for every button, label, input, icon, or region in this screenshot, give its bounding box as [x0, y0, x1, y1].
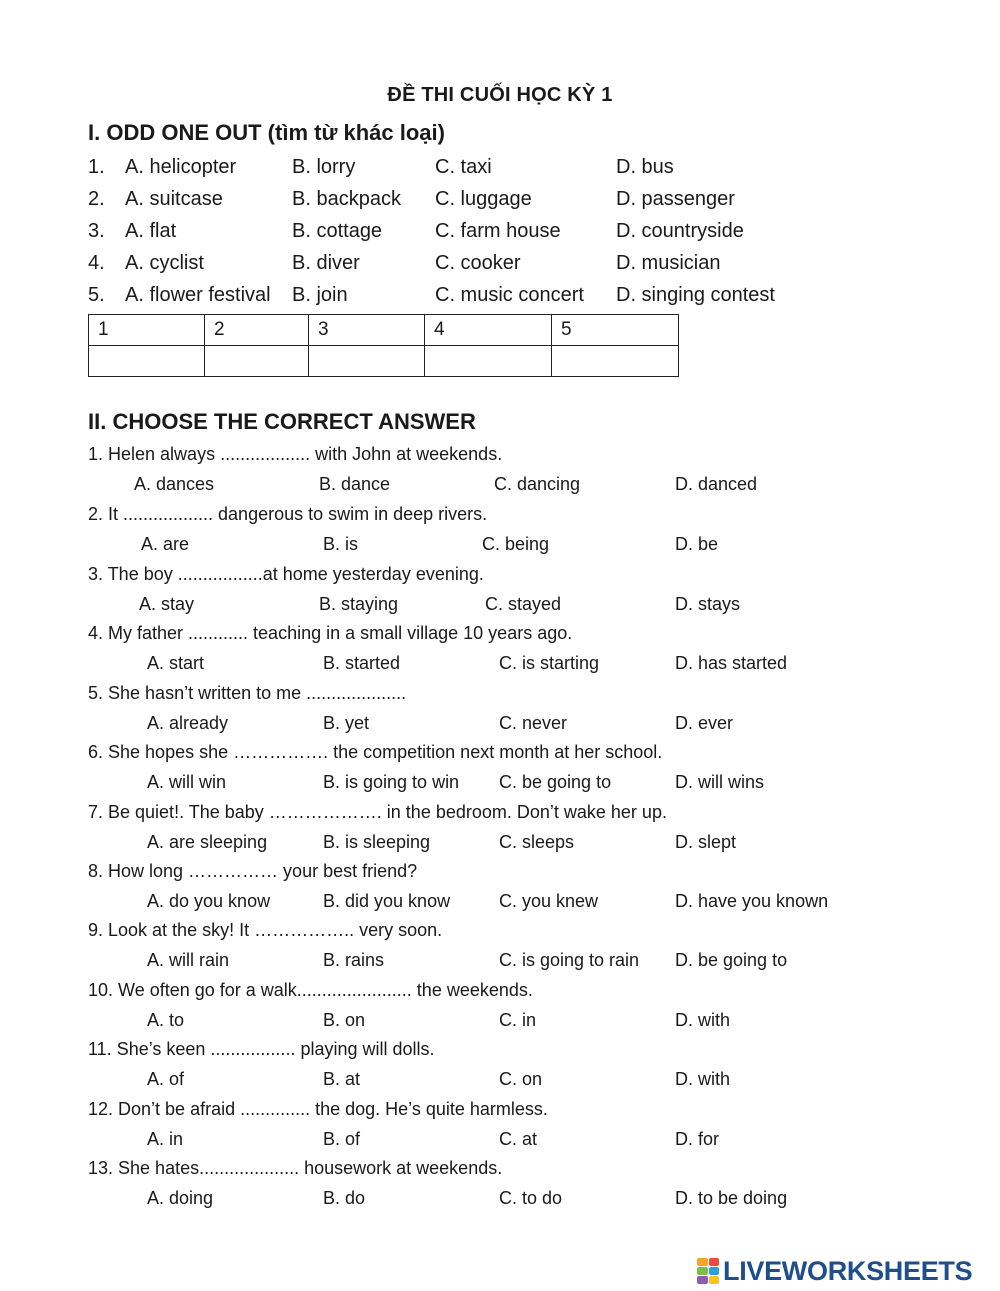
- option-a[interactable]: A. stay: [139, 594, 195, 614]
- answer-grid-input-row: [89, 346, 679, 377]
- option-c: C. farm house: [435, 220, 561, 242]
- option-d[interactable]: D. to be doing: [675, 1188, 788, 1208]
- answer-options: [0, 653, 1000, 679]
- option-b[interactable]: B. do: [323, 1188, 366, 1208]
- option-b[interactable]: B. on: [323, 1010, 366, 1030]
- option-b[interactable]: B. yet: [323, 713, 370, 733]
- question-text: 13. She hates.................... housework at weekends.: [88, 1158, 503, 1178]
- section-2-heading: II. CHOOSE THE CORRECT ANSWER: [88, 409, 476, 434]
- option-d[interactable]: D. with: [675, 1010, 731, 1030]
- answer-options: [0, 474, 1000, 500]
- option-c: C. music concert: [435, 284, 584, 306]
- row-number: 4.: [88, 252, 105, 274]
- option-a: A. helicopter: [125, 156, 237, 178]
- grid-header-cell: 1: [89, 315, 205, 346]
- option-d[interactable]: D. have you known: [675, 891, 829, 911]
- answer-grid-header-row: [89, 315, 679, 346]
- answer-options: [0, 1010, 1000, 1036]
- option-a: A. suitcase: [125, 188, 223, 210]
- grid-header-cell: 5: [552, 315, 679, 346]
- option-b[interactable]: B. at: [323, 1069, 361, 1089]
- option-a: A. flower festival: [125, 284, 271, 306]
- option-a[interactable]: A. will win: [147, 772, 227, 792]
- option-b[interactable]: B. staying: [319, 594, 399, 614]
- option-a: A. flat: [125, 220, 177, 242]
- liveworksheets-logo: [697, 1256, 972, 1286]
- section-1-heading: I. ODD ONE OUT (tìm từ khác loại): [88, 120, 445, 145]
- option-c: C. taxi: [435, 156, 492, 178]
- option-b[interactable]: B. is sleeping: [323, 832, 431, 852]
- option-b: B. cottage: [292, 220, 383, 242]
- option-c[interactable]: C. stayed: [485, 594, 562, 614]
- answer-cell[interactable]: [205, 346, 309, 377]
- answer-options: [0, 891, 1000, 917]
- option-c: C. luggage: [435, 188, 532, 210]
- option-a[interactable]: A. to: [147, 1010, 185, 1030]
- answer-cell[interactable]: [89, 346, 205, 377]
- option-b: B. backpack: [292, 188, 401, 210]
- answer-cell[interactable]: [552, 346, 679, 377]
- option-a[interactable]: A. start: [147, 653, 205, 673]
- option-a[interactable]: A. dances: [134, 474, 215, 494]
- option-c[interactable]: C. is going to rain: [499, 950, 640, 970]
- option-d[interactable]: D. be going to: [675, 950, 788, 970]
- option-d[interactable]: D. ever: [675, 713, 734, 733]
- answer-options: [0, 1188, 1000, 1214]
- option-d: D. bus: [616, 156, 674, 178]
- row-number: 5.: [88, 284, 105, 306]
- question-text: 11. She’s keen ................. playing will dolls.: [88, 1039, 435, 1059]
- option-b[interactable]: B. is: [323, 534, 359, 554]
- worksheet-title: ĐỀ THI CUỐI HỌC KỲ 1: [387, 84, 613, 106]
- logo-blocks-icon: [697, 1258, 719, 1284]
- question-text: 1. Helen always .................. with John at weekends.: [88, 444, 503, 464]
- option-a[interactable]: A. are sleeping: [147, 832, 268, 852]
- answer-options: [0, 1069, 1000, 1095]
- answer-options: [0, 713, 1000, 739]
- option-c[interactable]: C. to do: [499, 1188, 563, 1208]
- answer-options: [0, 1129, 1000, 1155]
- question-text: 2. It .................. dangerous to swim in deep rivers.: [88, 504, 488, 524]
- answer-options: [0, 772, 1000, 798]
- option-c[interactable]: C. dancing: [494, 474, 581, 494]
- option-a[interactable]: A. doing: [147, 1188, 214, 1208]
- option-a: A. cyclist: [125, 252, 204, 274]
- option-c[interactable]: C. be going to: [499, 772, 612, 792]
- answer-options: [0, 534, 1000, 560]
- option-b[interactable]: B. of: [323, 1129, 361, 1149]
- option-c[interactable]: C. never: [499, 713, 568, 733]
- question-text: 5. She hasn’t written to me ....................: [88, 683, 407, 703]
- option-d: D. musician: [616, 252, 721, 274]
- option-d: D. singing contest: [616, 284, 775, 306]
- answer-options: [0, 594, 1000, 620]
- option-d: D. passenger: [616, 188, 735, 210]
- answer-grid: [88, 314, 679, 377]
- question-text: 8. How long …………… your best friend?: [88, 861, 418, 881]
- option-c: C. cooker: [435, 252, 521, 274]
- option-b[interactable]: B. did you know: [323, 891, 451, 911]
- question-text: 12. Don’t be afraid .............. the dog. He’s quite harmless.: [88, 1099, 548, 1119]
- option-c[interactable]: C. sleeps: [499, 832, 575, 852]
- option-b[interactable]: B. dance: [319, 474, 391, 494]
- option-d[interactable]: D. stays: [675, 594, 741, 614]
- option-a[interactable]: A. in: [147, 1129, 184, 1149]
- option-b: B. diver: [292, 252, 360, 274]
- option-b: B. lorry: [292, 156, 356, 178]
- option-b[interactable]: B. rains: [323, 950, 385, 970]
- question-text: 6. She hopes she ……………. the competition next month at her school.: [88, 742, 663, 762]
- answer-cell[interactable]: [309, 346, 425, 377]
- option-c[interactable]: C. being: [482, 534, 550, 554]
- option-c[interactable]: C. at: [499, 1129, 538, 1149]
- logo-text: LIVEWORKSHEETS: [723, 1255, 973, 1286]
- option-c[interactable]: C. on: [499, 1069, 543, 1089]
- option-a[interactable]: A. of: [147, 1069, 185, 1089]
- grid-header-cell: 4: [425, 315, 552, 346]
- option-c[interactable]: C. you knew: [499, 891, 599, 911]
- option-d: D. countryside: [616, 220, 744, 242]
- question-text: 9. Look at the sky! It …………….. very soon.: [88, 920, 443, 940]
- row-number: 1.: [88, 156, 105, 178]
- answer-options: [0, 950, 1000, 976]
- option-d[interactable]: D. for: [675, 1129, 720, 1149]
- option-c[interactable]: C. in: [499, 1010, 537, 1030]
- option-d[interactable]: D. with: [675, 1069, 731, 1089]
- option-d[interactable]: D. has started: [675, 653, 788, 673]
- option-c[interactable]: C. is starting: [499, 653, 600, 673]
- option-a[interactable]: A. already: [147, 713, 229, 733]
- option-d[interactable]: D. be: [675, 534, 719, 554]
- option-b[interactable]: B. is going to win: [323, 772, 460, 792]
- row-number: 3.: [88, 220, 105, 242]
- answer-cell[interactable]: [425, 346, 552, 377]
- answer-options: [0, 832, 1000, 858]
- option-a[interactable]: A. will rain: [147, 950, 230, 970]
- grid-header-cell: 3: [309, 315, 425, 346]
- option-b: B. join: [292, 284, 348, 306]
- row-number: 2.: [88, 188, 105, 210]
- question-text: 7. Be quiet!. The baby ………………. in the bedroom. Don’t wake her up.: [88, 802, 667, 822]
- option-b[interactable]: B. started: [323, 653, 401, 673]
- question-text: 4. My father ............ teaching in a small village 10 years ago.: [88, 623, 573, 643]
- question-text: 10. We often go for a walk....................... the weekends.: [88, 980, 533, 1000]
- option-d[interactable]: D. slept: [675, 832, 737, 852]
- option-d[interactable]: D. will wins: [675, 772, 765, 792]
- grid-header-cell: 2: [205, 315, 309, 346]
- question-text: 3. The boy .................at home yesterday evening.: [88, 564, 484, 584]
- option-a[interactable]: A. do you know: [147, 891, 271, 911]
- option-d[interactable]: D. danced: [675, 474, 758, 494]
- option-a[interactable]: A. are: [141, 534, 190, 554]
